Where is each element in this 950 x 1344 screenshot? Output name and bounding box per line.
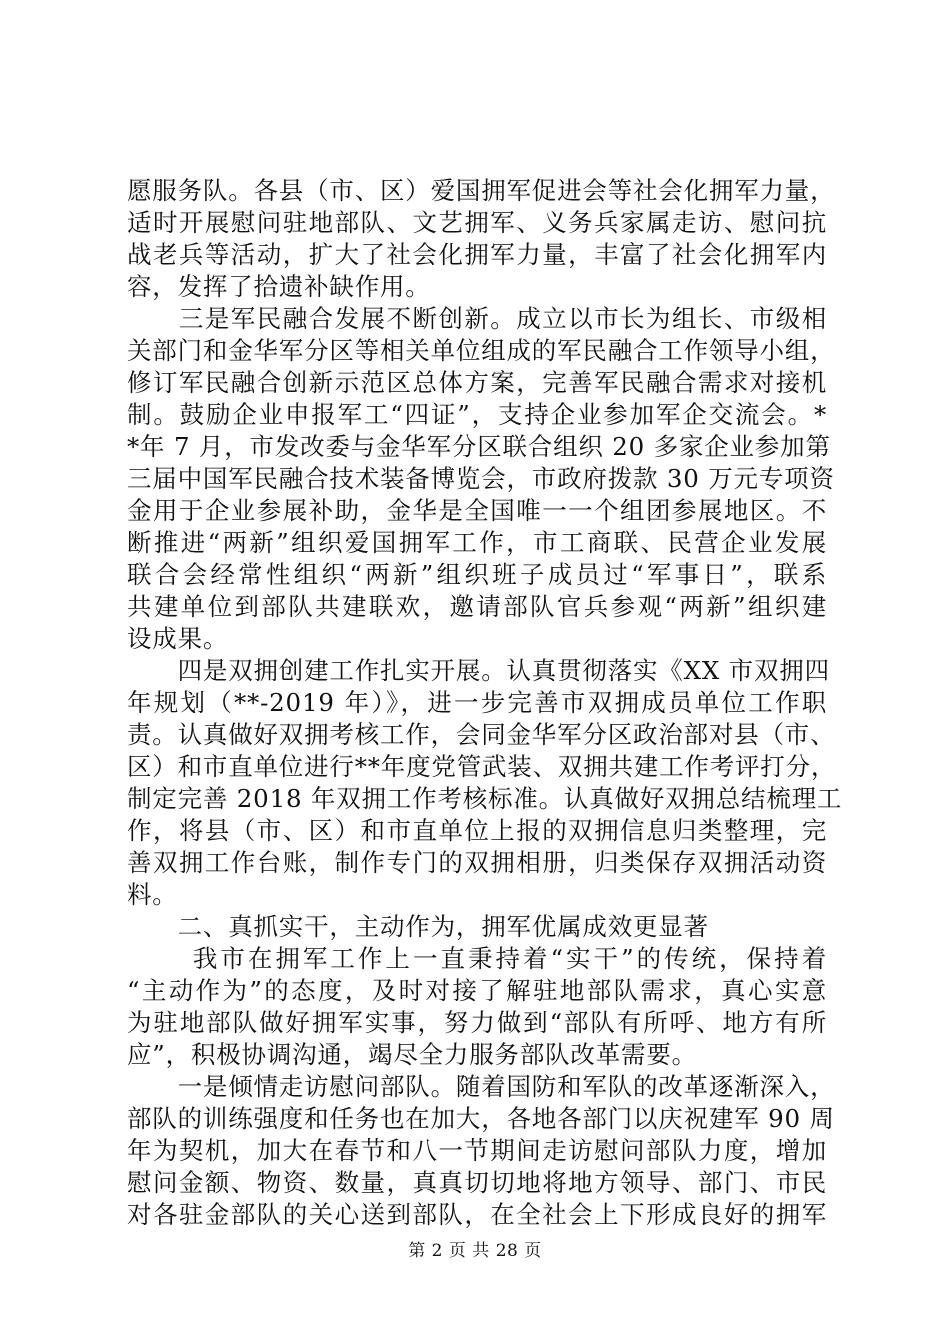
text-line: 年为契机，加大在春节和八一节期间走访慰问部队力度，增加 [127,1136,827,1165]
text-line: 年规划（**-2019 年）》，进一步完善市双拥成员单位工作职 [127,688,827,717]
text-line: 区）和市直单位进行**年度党管武装、双拥共建工作考评打分， [127,752,837,781]
text-line: 容，发挥了拾遗补缺作用。 [127,272,431,301]
text-line: 金用于企业参展补助，金华是全国唯一一个组团参展地区。不 [127,496,827,525]
text-line: 对各驻金部队的关心送到部队，在全社会上下形成良好的拥军 [127,1200,827,1229]
text-line: 善双拥工作台账，制作专门的双拥相册，归类保存双拥活动资 [127,848,827,877]
text-line: 联合会经常性组织“两新”组织班子成员过“军事日”，联系 [127,560,827,589]
text-line: 我市在拥军工作上一直秉持着“实干”的传统，保持着 [127,944,827,973]
text-line: 愿服务队。各县（市、区）爱国拥军促进会等社会化拥军力量， [127,176,836,205]
text-line: 三届中国军民融合技术装备博览会，市政府拨款 30 万元专项资 [127,464,835,493]
text-line: 适时开展慰问驻地部队、文艺拥军、义务兵家属走访、慰问抗 [127,208,827,237]
text-line: 三是军民融合发展不断创新。成立以市长为组长、市级相 [127,304,827,333]
text-line: *年 7 月，市发改委与金华军分区联合组织 20 多家企业参加第 [127,432,831,461]
text-line: 部队的训练强度和任务也在加大，各地各部门以庆祝建军 90 周 [127,1104,835,1133]
text-line: 四是双拥创建工作扎实开展。认真贯彻落实《XX 市双拥四 [127,656,830,685]
text-line: 料。 [127,880,178,909]
text-line: 责。认真做好双拥考核工作，会同金华军分区政治部对县（市、 [127,720,836,749]
text-line: 关部门和金华军分区等相关单位组成的军民融合工作领导小组， [127,336,836,365]
text-line: 制定完善 2018 年双拥工作考核标准。认真做好双拥总结梳理工 [127,784,843,813]
text-line: 为驻地部队做好拥军实事，努力做到“部队有所呼、地方有所 [127,1008,827,1037]
text-line: 制。鼓励企业申报军工“四证”，支持企业参加军企交流会。* [127,400,827,429]
text-line: 慰问金额、物资、数量，真真切切地将地方领导、部门、市民 [127,1168,827,1197]
page-footer: 第 2 页 共 28 页 [408,1241,542,1261]
text-line: 设成果。 [127,624,229,653]
text-line: 应”，积极协调沟通，竭尽全力服务部队改革需要。 [127,1040,697,1069]
text-line: 断推进“两新”组织爱国拥军工作，市工商联、民营企业发展 [127,528,827,557]
body-text [127,175,843,1231]
text-line: 战老兵等活动，扩大了社会化拥军力量，丰富了社会化拥军内 [127,240,827,269]
text-line: 一是倾情走访慰问部队。随着国防和军队的改革逐渐深入， [127,1072,836,1101]
text-line: 共建单位到部队共建联欢，邀请部队官兵参观“两新”组织建 [127,592,827,621]
text-line: 修订军民融合创新示范区总体方案，完善军民融合需求对接机 [127,368,827,397]
text-line: “主动作为”的态度，及时对接了解驻地部队需求，真心实意 [127,976,827,1005]
text-line: 二、真抓实干，主动作为，拥军优属成效更显著 [127,912,709,941]
text-line: 作，将县（市、区）和市直单位上报的双拥信息归类整理，完 [127,816,827,845]
